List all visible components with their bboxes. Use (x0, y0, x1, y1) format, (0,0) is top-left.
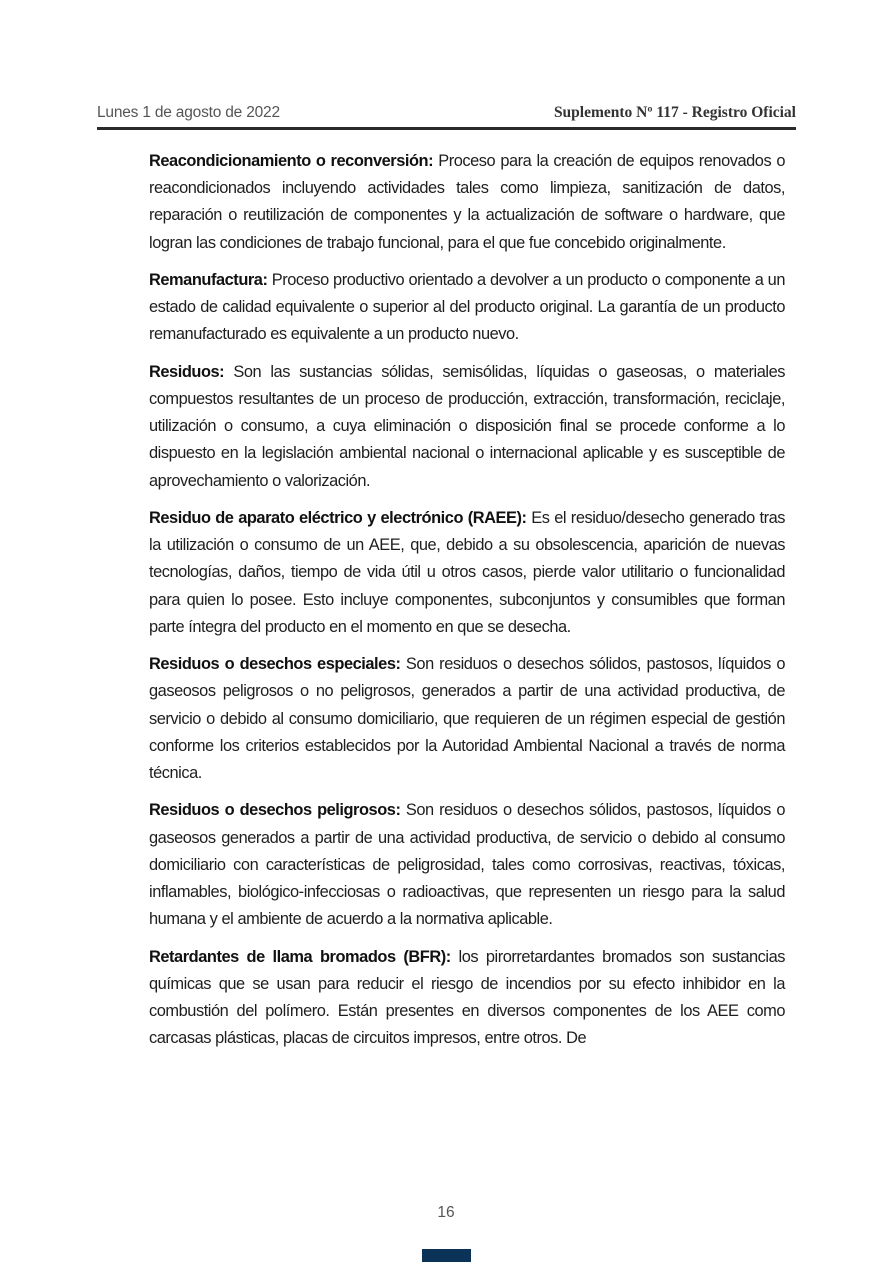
definition-paragraph (149, 651, 785, 787)
definition-term: Remanufactura: (149, 271, 268, 289)
page-header (97, 101, 796, 130)
definition-term: Residuos o desechos peligrosos: (149, 801, 401, 820)
header-date: Lunes 1 de agosto de 2022 (97, 104, 280, 121)
definition-term: Residuos o desechos especiales: (149, 655, 401, 674)
definition-term: Retardantes de llama bromados (BFR): (149, 947, 451, 966)
definition-paragraph (149, 505, 785, 641)
definition-term: Residuos: (149, 362, 225, 381)
definition-term: Residuo de aparato eléctrico y electrónico (RAEE): (149, 509, 527, 527)
page-number: 16 (437, 1204, 455, 1221)
definition-paragraph (149, 944, 785, 1053)
header-publication: Suplemento Nº 117 - Registro Oficial (553, 104, 796, 121)
definition-text: Son residuos o desechos sólidos, pastosos, líquidos o gaseosos generados a partir de una actividad productiva, de servicio o debido al consumo domiciliario con características de peligrosidad, tales como corrosivas, reactivas, tóxicas, inflamables, biológico-infecciosas o radioactivas, que representen un riesgo para la salud humana y el ambiente de acuerdo a la normativa aplicable. (149, 801, 786, 929)
definition-paragraph (149, 148, 785, 257)
footer-accent-bar (422, 1249, 471, 1262)
definition-text: Son las sustancias sólidas, semisólidas, líquidas o gaseosas, o materiales compuestos resultantes de un proceso de producción, extracción, transformación, reciclaje, utilización o consumo, a cuya eliminación o disposición final se procede conforme a lo dispuesto en la legislación ambiental nacional o internacional aplicable y es susceptible de aprovechamiento o valorización. (149, 362, 785, 490)
definition-text: Son residuos o desechos sólidos, pastosos, líquidos o gaseosos peligrosos o no peligrosos, generados a partir de una actividad productiva, de servicio o debido al consumo domiciliario, que requieren de un régimen especial de gestión conforme los criterios establecidos por la Autoridad Ambiental Nacional a través de norma técnica. (149, 655, 786, 783)
definition-text: Es el residuo/desecho generado tras la utilización o consumo de un AEE, que, debido a su obsolescencia, aparición de nuevas tecnologías, daños, tiempo de vida útil u otros casos, pierde valor utilitario o funcionalidad para quien lo posee. Esto incluye componentes, subconjuntos y consumibles que forman parte íntegra del producto en el momento en que se desecha. (149, 509, 786, 636)
document-body (149, 148, 785, 1063)
definition-text: los pirorretardantes bromados son sustancias químicas que se usan para reducir el riesgo de incendios por su efecto inhibidor en la combustión del polímero. Están presentes en diversos componentes de los AEE como carcasas plásticas, placas de circuitos impresos, entre otros. De (149, 947, 785, 1048)
definition-paragraph (149, 359, 785, 495)
definition-term: Reacondicionamiento o reconversión: (149, 152, 434, 170)
definition-text: Proceso productivo orientado a devolver a un producto o componente a un estado de calidad equivalente o superior al del producto original. La garantía de un producto remanufacturado es equivalente a un producto nuevo. (149, 271, 785, 344)
definition-paragraph (149, 797, 785, 933)
definition-text: Proceso para la creación de equipos renovados o reacondicionados incluyendo actividades tales como limpieza, sanitización de datos, reparación o reutilización de componentes y la actualización de software o hardware, que logran las condiciones de trabajo funcional, para el que fue concebido originalmente. (149, 152, 786, 252)
definition-paragraph (149, 267, 785, 349)
